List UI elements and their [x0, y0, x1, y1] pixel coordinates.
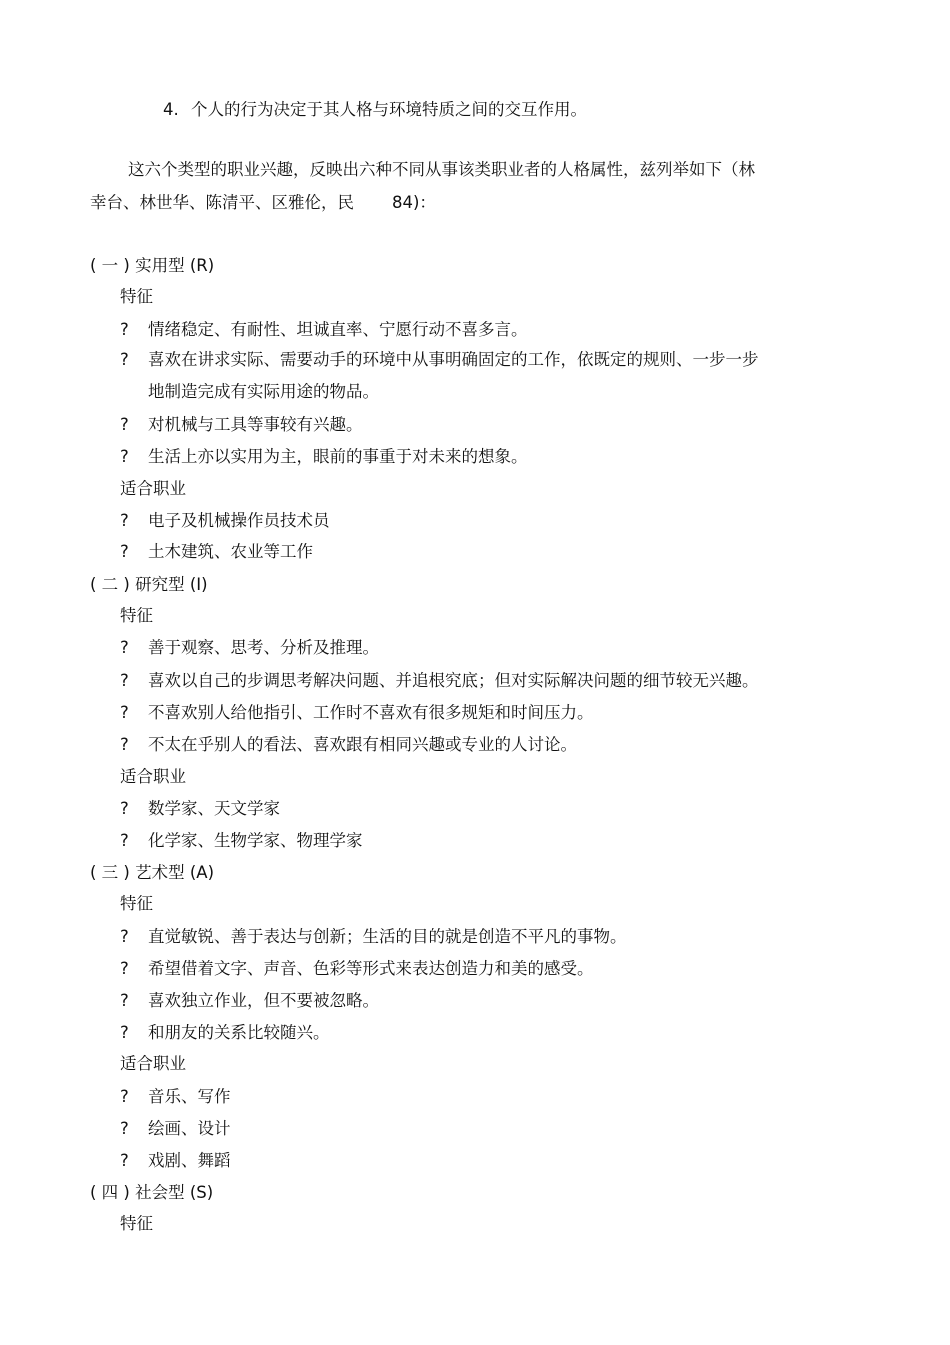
list-item	[120, 1085, 231, 1109]
trait-text: 直觉敏锐、善于表达与创新；生活的目的就是创造不平凡的事物。	[148, 927, 627, 946]
bullet-icon: ?	[120, 511, 129, 530]
intro-paragraph-line-1: 这六个类型的职业兴趣，反映出六种不同从事该类职业者的人格属性，兹列举如下（林	[128, 160, 755, 179]
trait-text-continued: 地制造完成有实际用途的物品。	[148, 382, 379, 401]
list-item	[120, 1117, 231, 1141]
trait-text: 不喜欢别人给他指引、工作时不喜欢有很多规矩和时间压力。	[148, 703, 594, 722]
traits-label: 特征	[120, 606, 153, 625]
bullet-icon: ?	[120, 1151, 129, 1170]
bullet-icon: ?	[120, 735, 129, 754]
list-item	[120, 540, 313, 564]
trait-text: 对机械与工具等事较有兴趣。	[148, 415, 363, 434]
traits-label: 特征	[120, 287, 153, 306]
bullet-icon: ?	[120, 831, 129, 850]
list-item-4	[163, 98, 587, 122]
list-item	[120, 797, 280, 821]
traits-label: 特征	[120, 1214, 153, 1233]
bullet-icon: ?	[120, 959, 129, 978]
bullet-icon: ?	[120, 638, 129, 657]
bullet-icon: ?	[120, 320, 129, 339]
section-heading-social: ( 四 ) 社会型 (S)	[90, 1183, 214, 1202]
job-text: 音乐、写作	[148, 1087, 231, 1106]
bullet-icon: ?	[120, 350, 129, 369]
trait-text: 善于观察、思考、分析及推理。	[148, 638, 379, 657]
bullet-icon: ?	[120, 799, 129, 818]
trait-text: 希望借着文字、声音、色彩等形式来表达创造力和美的感受。	[148, 959, 594, 978]
bullet-icon: ?	[120, 927, 129, 946]
section-heading-realistic: ( 一 ) 实用型 (R)	[90, 256, 215, 275]
trait-text: 和朋友的关系比较随兴。	[148, 1023, 330, 1042]
job-text: 土木建筑、农业等工作	[148, 542, 313, 561]
trait-text: 喜欢独立作业，但不要被忽略。	[148, 991, 379, 1010]
citation-year: 84)：	[392, 193, 436, 212]
jobs-label: 适合职业	[120, 1054, 186, 1073]
bullet-icon: ?	[120, 1087, 129, 1106]
job-text: 化学家、生物学家、物理学家	[148, 831, 363, 850]
list-item	[120, 509, 330, 533]
list-item	[120, 669, 759, 693]
jobs-label: 适合职业	[120, 767, 186, 786]
trait-text: 喜欢以自己的步调思考解决问题、并追根究底；但对实际解决问题的细节较无兴趣。	[148, 671, 759, 690]
list-item	[120, 733, 577, 757]
list-item	[120, 318, 528, 342]
trait-text: 喜欢在讲求实际、需要动手的环境中从事明确固定的工作，依既定的规则、一步一步	[148, 350, 759, 369]
list-item	[120, 413, 363, 437]
list-number: 4.	[163, 100, 179, 119]
list-item	[120, 445, 528, 469]
list-item	[120, 1021, 330, 1045]
bullet-icon: ?	[120, 1023, 129, 1042]
traits-label: 特征	[120, 894, 153, 913]
list-item	[120, 925, 627, 949]
list-text: 个人的行为决定于其人格与环境特质之间的交互作用。	[191, 100, 587, 119]
job-text: 电子及机械操作员技术员	[148, 511, 330, 530]
citation-authors: 幸台、林世华、陈清平、区雅伦，民	[90, 193, 354, 212]
bullet-icon: ?	[120, 703, 129, 722]
bullet-icon: ?	[120, 1119, 129, 1138]
bullet-icon: ?	[120, 542, 129, 561]
list-item	[120, 1149, 231, 1173]
list-item	[120, 957, 594, 981]
bullet-icon: ?	[120, 447, 129, 466]
bullet-icon: ?	[120, 415, 129, 434]
job-text: 绘画、设计	[148, 1119, 231, 1138]
list-item	[120, 701, 594, 725]
list-item	[120, 348, 759, 372]
job-text: 数学家、天文学家	[148, 799, 280, 818]
list-item	[120, 636, 379, 660]
section-heading-artistic: ( 三 ) 艺术型 (A)	[90, 863, 215, 882]
trait-text: 情绪稳定、有耐性、坦诚直率、宁愿行动不喜多言。	[148, 320, 528, 339]
bullet-icon: ?	[120, 991, 129, 1010]
job-text: 戏剧、舞蹈	[148, 1151, 231, 1170]
section-heading-investigative: ( 二 ) 研究型 (I)	[90, 575, 208, 594]
trait-text: 生活上亦以实用为主，眼前的事重于对未来的想象。	[148, 447, 528, 466]
jobs-label: 适合职业	[120, 479, 186, 498]
bullet-icon: ?	[120, 671, 129, 690]
intro-paragraph-line-2	[90, 191, 436, 215]
trait-text: 不太在乎别人的看法、喜欢跟有相同兴趣或专业的人讨论。	[148, 735, 577, 754]
list-item	[120, 989, 379, 1013]
list-item	[120, 829, 363, 853]
